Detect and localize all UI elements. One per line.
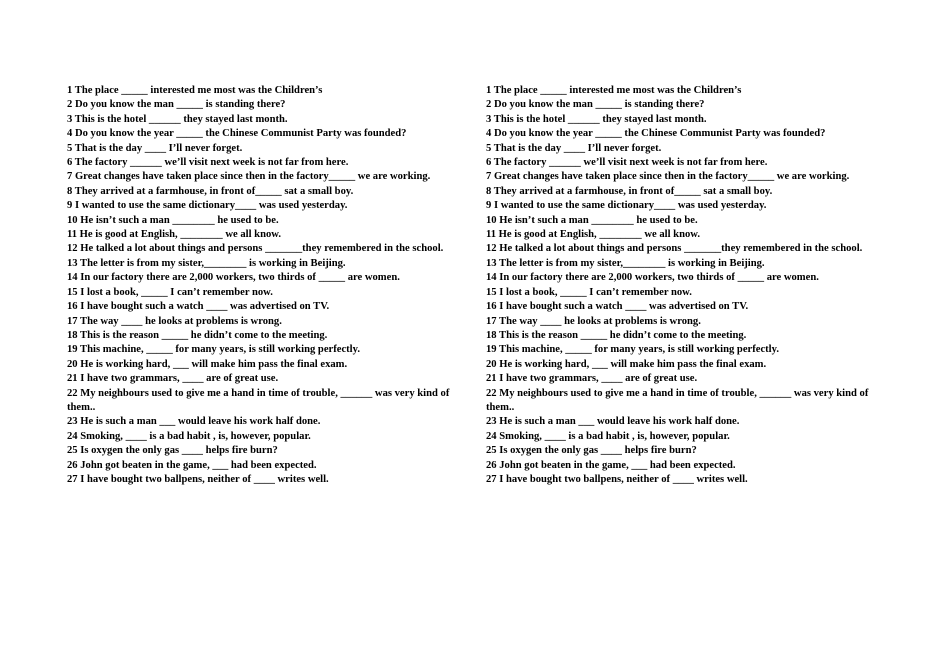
question-line: 20 He is working hard, ___ will make him pass the final exam. xyxy=(67,358,348,370)
question-line: 26 John got beaten in the game, ___ had been expected. xyxy=(67,459,317,471)
question-line: 15 I lost a book, _____ I can’t remember now. xyxy=(67,286,273,298)
question-line: 13 The letter is from my sister,________ is working in Beijing. xyxy=(486,257,765,269)
question-line: 24 Smoking, ____ is a bad habit , is, however, popular. xyxy=(67,430,311,442)
question-line: 16 I have bought such a watch ____ was advertised on TV. xyxy=(486,301,749,313)
question-line: 21 I have two grammars, ____ are of great use. xyxy=(486,373,698,385)
question-line: 8 They arrived at a farmhouse, in front of_____ sat a small boy. xyxy=(486,185,773,197)
question-line: 26 John got beaten in the game, ___ had been expected. xyxy=(486,459,736,471)
question-line: 22 My neighbours used to give me a hand in time of trouble, ______ was very kind of them.. xyxy=(486,387,869,413)
question-line: 24 Smoking, ____ is a bad habit , is, however, popular. xyxy=(486,430,730,442)
question-line: 6 The factory ______ we’ll visit next week is not far from here. xyxy=(486,157,768,169)
question-line: 6 The factory ______ we’ll visit next week is not far from here. xyxy=(67,157,349,169)
question-line: 1 The place _____ interested me most was the Children’s xyxy=(67,85,323,96)
question-line: 19 This machine, _____ for many years, is still working perfectly. xyxy=(486,344,779,356)
question-line: 3 This is the hotel ______ they stayed last month. xyxy=(486,113,707,125)
question-line: 11 He is good at English, ________ we all know. xyxy=(486,229,700,241)
question-line: 22 My neighbours used to give me a hand in time of trouble, ______ was very kind of them.. xyxy=(67,387,450,413)
question-line: 18 This is the reason _____ he didn’t come to the meeting. xyxy=(486,329,747,341)
question-line: 19 This machine, _____ for many years, is still working perfectly. xyxy=(67,344,360,356)
question-line: 10 He isn’t such a man ________ he used to be. xyxy=(67,214,279,226)
question-line: 23 He is such a man ___ would leave his work half done. xyxy=(486,416,740,428)
question-line: 12 He talked a lot about things and persons _______they remembered in the school. xyxy=(486,243,863,255)
question-line: 17 The way ____ he looks at problems is wrong. xyxy=(67,315,282,327)
question-line: 14 In our factory there are 2,000 workers, two thirds of _____ are women. xyxy=(486,272,819,284)
right-question-column xyxy=(486,84,896,487)
question-line: 13 The letter is from my sister,________ is working in Beijing. xyxy=(67,257,346,269)
question-line: 16 I have bought such a watch ____ was advertised on TV. xyxy=(67,301,330,313)
left-question-column xyxy=(67,84,477,487)
question-line: 5 That is the day ____ I’ll never forget. xyxy=(67,142,243,154)
question-line: 20 He is working hard, ___ will make him pass the final exam. xyxy=(486,358,767,370)
question-line: 2 Do you know the man _____ is standing there? xyxy=(67,99,286,111)
question-line: 8 They arrived at a farmhouse, in front of_____ sat a small boy. xyxy=(67,185,354,197)
question-line: 10 He isn’t such a man ________ he used to be. xyxy=(486,214,698,226)
question-line: 18 This is the reason _____ he didn’t come to the meeting. xyxy=(67,329,328,341)
question-line: 9 I wanted to use the same dictionary____ was used yesterday. xyxy=(486,200,767,212)
question-line: 25 Is oxygen the only gas ____ helps fire burn? xyxy=(486,445,697,457)
question-line: 7 Great changes have taken place since then in the factory_____ we are working. xyxy=(486,171,850,183)
question-line: 1 The place _____ interested me most was the Children’s xyxy=(486,85,742,96)
question-line: 23 He is such a man ___ would leave his work half done. xyxy=(67,416,321,428)
question-line: 5 That is the day ____ I’ll never forget. xyxy=(486,142,662,154)
question-line: 2 Do you know the man _____ is standing there? xyxy=(486,99,705,111)
question-line: 21 I have two grammars, ____ are of great use. xyxy=(67,373,279,385)
question-line: 4 Do you know the year _____ the Chinese Communist Party was founded? xyxy=(486,128,826,140)
question-line: 17 The way ____ he looks at problems is wrong. xyxy=(486,315,701,327)
question-line: 25 Is oxygen the only gas ____ helps fire burn? xyxy=(67,445,278,457)
question-line: 15 I lost a book, _____ I can’t remember now. xyxy=(486,286,692,298)
question-line: 3 This is the hotel ______ they stayed last month. xyxy=(67,113,288,125)
question-line: 7 Great changes have taken place since then in the factory_____ we are working. xyxy=(67,171,431,183)
question-line: 12 He talked a lot about things and persons _______they remembered in the school. xyxy=(67,243,444,255)
question-line: 27 I have bought two ballpens, neither of ____ writes well. xyxy=(67,473,329,485)
question-line: 27 I have bought two ballpens, neither of ____ writes well. xyxy=(486,473,748,485)
question-line: 14 In our factory there are 2,000 workers, two thirds of _____ are women. xyxy=(67,272,400,284)
question-line: 4 Do you know the year _____ the Chinese Communist Party was founded? xyxy=(67,128,407,140)
question-line: 11 He is good at English, ________ we all know. xyxy=(67,229,281,241)
question-line: 9 I wanted to use the same dictionary____ was used yesterday. xyxy=(67,200,348,212)
